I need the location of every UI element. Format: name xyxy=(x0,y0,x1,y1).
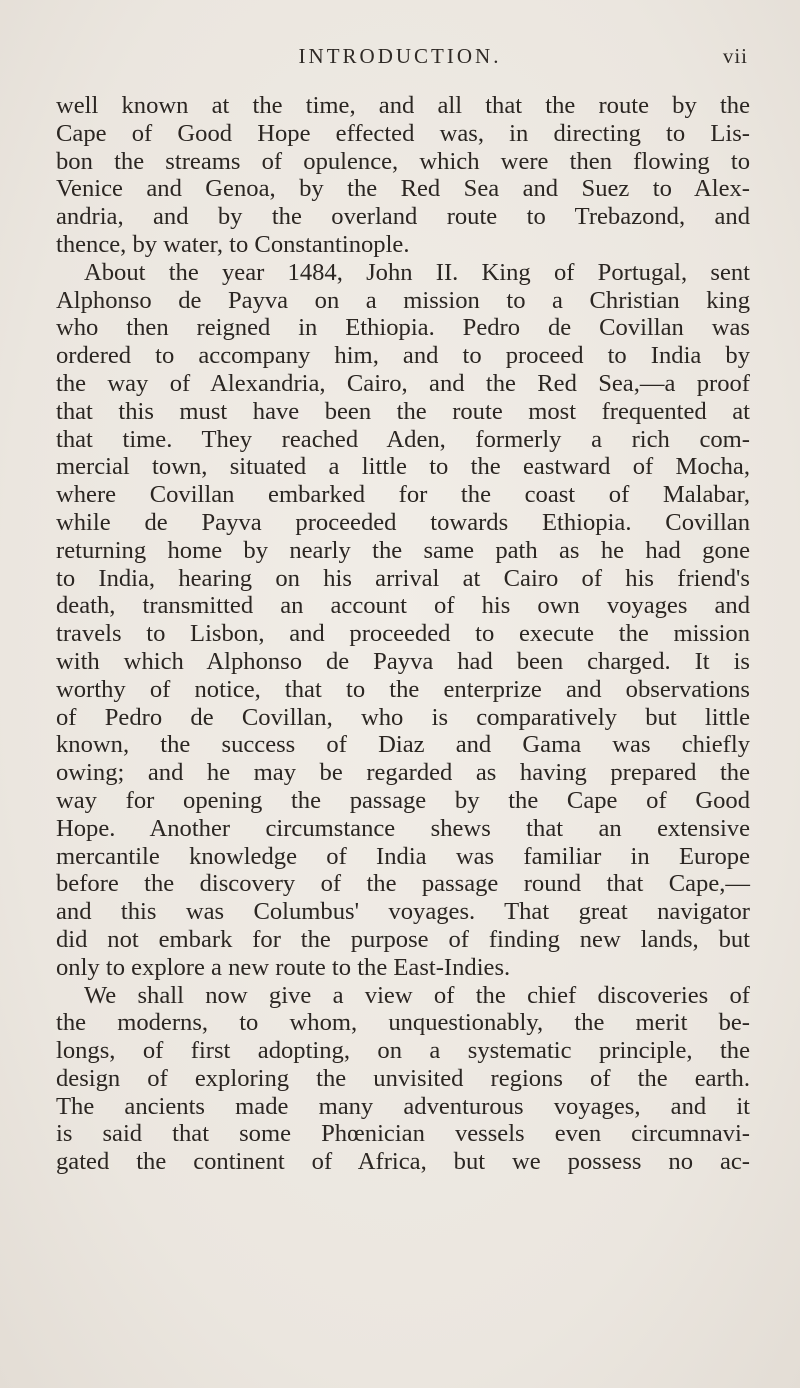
text-line: death, transmitted an account of his own voyages and xyxy=(56,592,750,620)
text-line: that this must have been the route most frequented at xyxy=(56,397,750,425)
text-line: well known at the time, and all that the route by the xyxy=(56,92,750,119)
text-line: worthy of notice, that to the enterprize and observations xyxy=(56,675,750,703)
text-line: design of exploring the unvisited regions of the earth. xyxy=(56,1064,750,1092)
text-line: is said that some Phœnician vessels even circumnavi- xyxy=(56,1120,750,1148)
text-line: and this was Columbus' voyages. That great navigator xyxy=(56,898,750,926)
text-line: mercantile knowledge of India was familiar in Europe xyxy=(56,842,750,870)
text-line: mercial town, situated a little to the eastward of Mocha, xyxy=(56,453,750,481)
text-line: We shall now give a view of the chief discoveries of xyxy=(84,981,750,1009)
text-line: longs, of first adopting, on a systematic principle, the xyxy=(56,1037,750,1065)
text-line: Venice and Genoa, by the Red Sea and Suez to Alex- xyxy=(56,175,750,203)
text-line: Hope. Another circumstance shews that an extensive xyxy=(56,814,750,842)
text-line: way for opening the passage by the Cape of Good xyxy=(56,786,750,814)
text-line: gated the continent of Africa, but we possess no ac- xyxy=(56,1148,750,1176)
text-line: Alphonso de Payva on a mission to a Christian king xyxy=(56,286,750,314)
text-line: who then reigned in Ethiopia. Pedro de Covillan was xyxy=(56,314,750,342)
text-line: the way of Alexandria, Cairo, and the Red Sea,—a proof xyxy=(56,369,750,397)
text-line: returning home by nearly the same path as he had gone xyxy=(56,536,750,564)
text-line: only to explore a new route to the East-Indies. xyxy=(56,953,511,981)
text-line: Cape of Good Hope effected was, in directing to Lis- xyxy=(56,119,750,147)
text-line: did not embark for the purpose of finding new lands, but xyxy=(56,925,750,953)
text-line: before the discovery of the passage round that Cape,— xyxy=(56,870,750,898)
text-line: bon the streams of opulence, which were then flowing to xyxy=(56,147,750,175)
text-line: thence, by water, to Constantinople. xyxy=(56,230,410,258)
text-line: The ancients made many adventurous voyages, and it xyxy=(56,1092,750,1120)
text-line: ordered to accompany him, and to proceed to India by xyxy=(56,342,750,370)
text-line: while de Payva proceeded towards Ethiopia. Covillan xyxy=(56,508,750,536)
text-line: with which Alphonso de Payva had been charged. It is xyxy=(56,647,750,675)
text-line: known, the success of Diaz and Gama was chiefly xyxy=(56,731,750,759)
running-head xyxy=(0,44,800,74)
body-text xyxy=(56,92,750,1176)
text-line: owing; and he may be regarded as having prepared the xyxy=(56,759,750,787)
text-line: of Pedro de Covillan, who is comparatively but little xyxy=(56,703,750,731)
text-line: andria, and by the overland route to Trebazond, and xyxy=(56,203,750,231)
text-line: where Covillan embarked for the coast of Malabar, xyxy=(56,481,750,509)
text-line: About the year 1484, John II. King of Portugal, sent xyxy=(84,258,750,286)
text-line: to India, hearing on his arrival at Cairo of his friend's xyxy=(56,564,750,592)
page-number: vii xyxy=(722,44,748,68)
text-line: travels to Lisbon, and proceeded to execute the mission xyxy=(56,620,750,648)
running-head-title: INTRODUCTION. xyxy=(298,44,502,68)
text-line: the moderns, to whom, unquestionably, the merit be- xyxy=(56,1009,750,1037)
text-line: that time. They reached Aden, formerly a rich com- xyxy=(56,425,750,453)
